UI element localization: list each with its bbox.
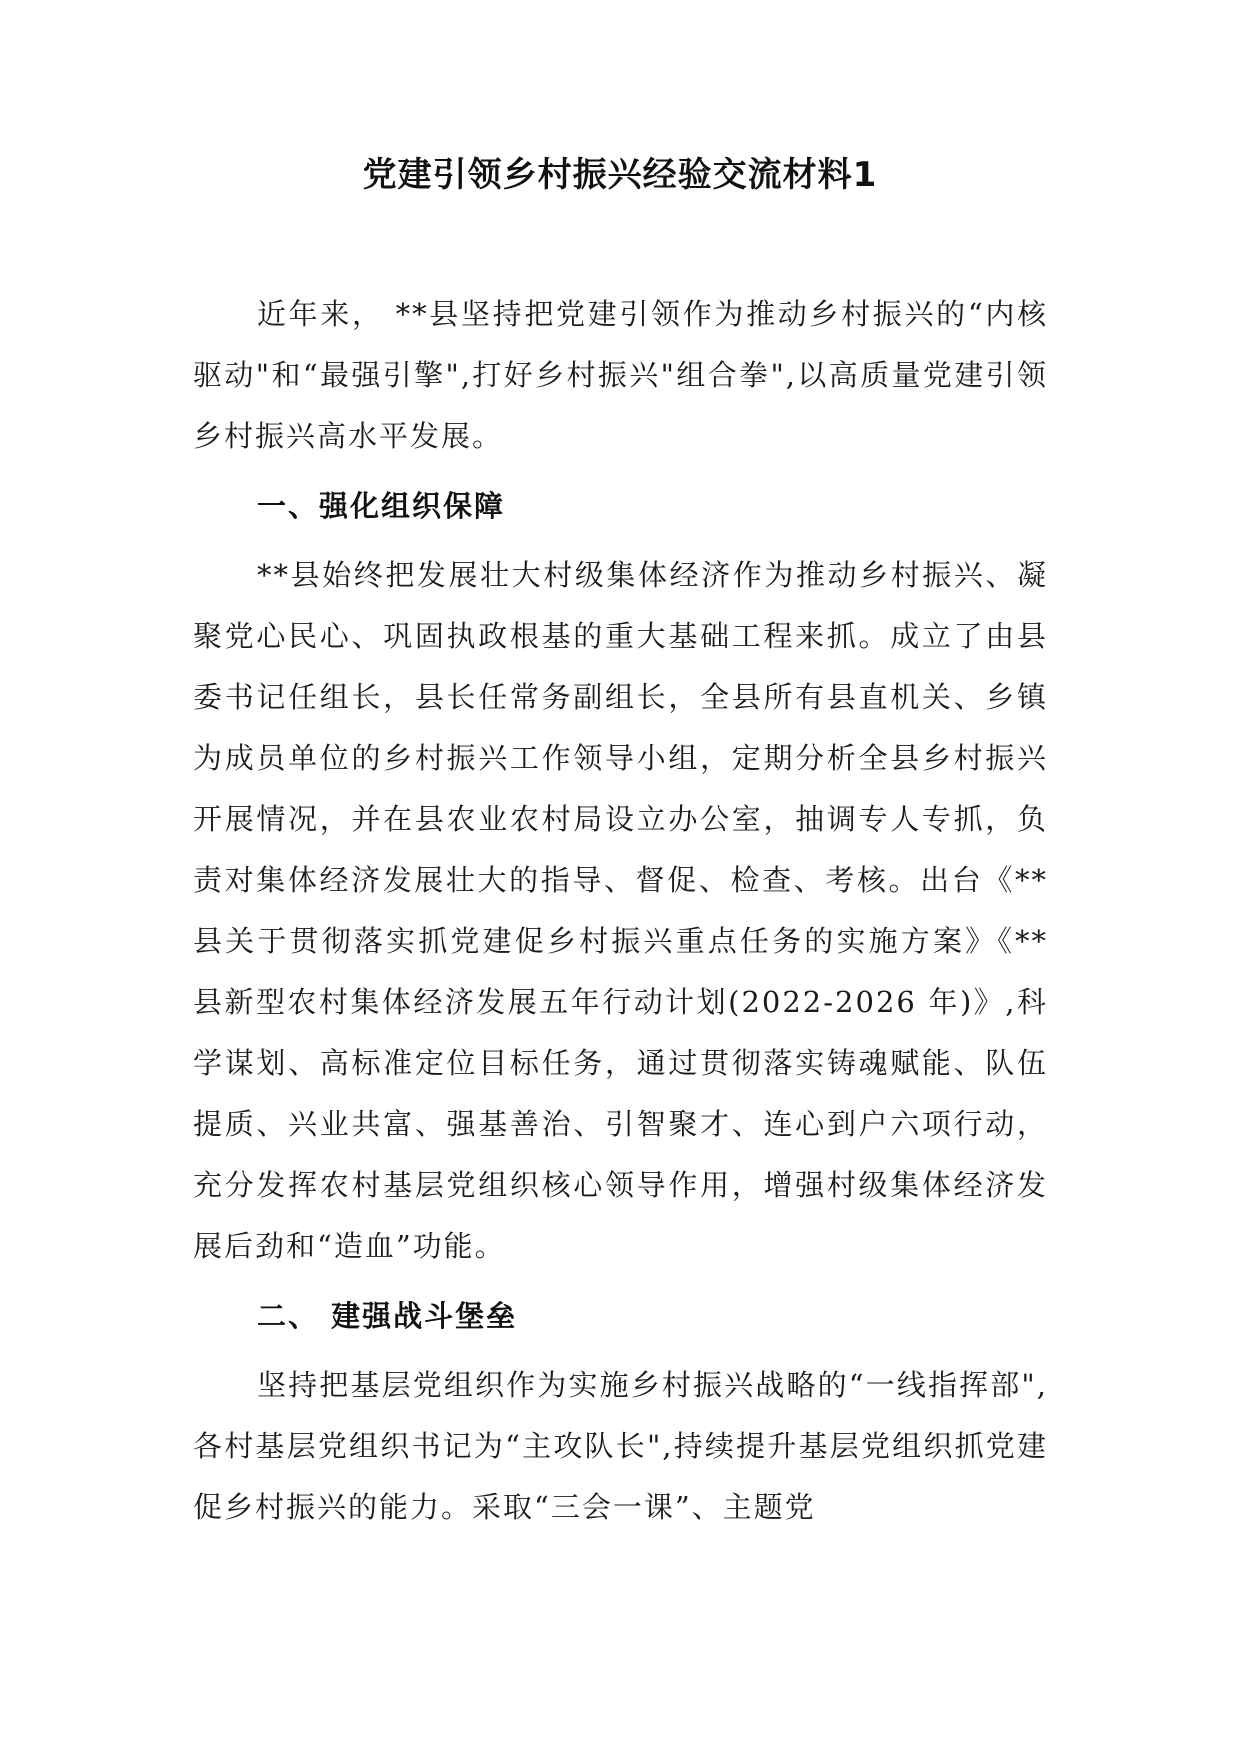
document-title: 党建引领乡村振兴经验交流材料1 [362, 155, 878, 195]
section-heading-1: 一、强化组织保障 [257, 489, 506, 523]
document-body [193, 284, 1048, 1538]
section-heading-2: 二、 建强战斗堡垒 [257, 1299, 518, 1333]
section-paragraph-2: 坚持把基层党组织作为实施乡村振兴战略的“一线指挥部",各村基层党组织书记为“主攻队长",持续提升基层党组织抓党建促乡村振兴的能力。采取“三会一课”、主题党 [193, 1368, 1048, 1524]
intro-paragraph: 近年来， **县坚持把党建引领作为推动乡村振兴的“内核驱动"和“最强引擎",打好乡村振兴"组合拳",以高质量党建引领乡村振兴高水平发展。 [193, 297, 1048, 453]
section-paragraph-1: **县始终把发展壮大村级集体经济作为推动乡村振兴、凝聚党心民心、巩固执政根基的重大基础工程来抓。成立了由县委书记任组长，县长任常务副组长，全县所有县直机关、乡镇为成员单位的乡村振兴工作领导小组，定期分析全县乡村振兴开展情况，并在县农业农村局设立办公室，抽调专人专抓，负责对集体经济发展壮大的指导、督促、检查、考核。出台《**县关于贯彻落实抓党建促乡村振兴重点任务的实施方案》《**县新型农村集体经济发展五年行动计划(2022-2026 年)》,科学谋划、高标准定位目标任务，通过贯彻落实铸魂赋能、队伍提质、兴业共富、强基善治、引智聚才、连心到户六项行动，充分发挥农村基层党组织核心领导作用，增强村级集体经济发展后劲和“造血”功能。 [193, 558, 1048, 1263]
